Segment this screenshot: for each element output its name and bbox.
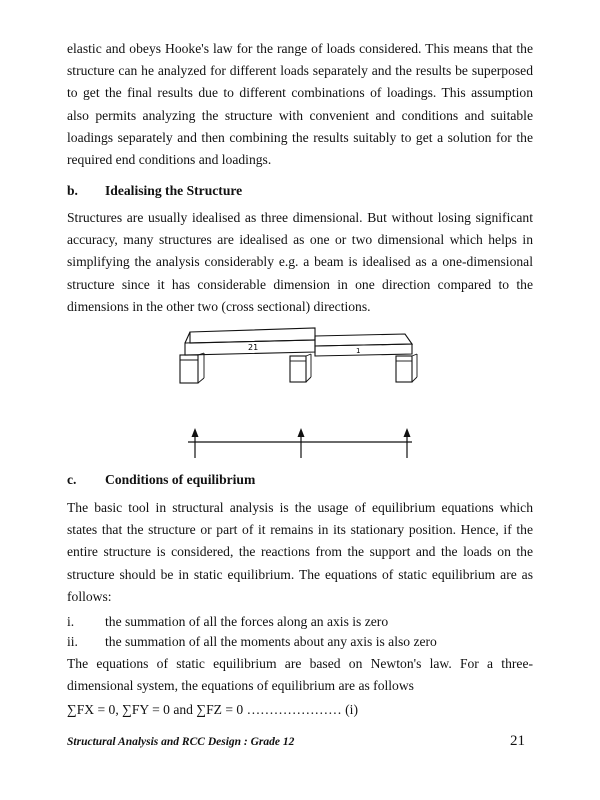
right-support-pier [396, 354, 417, 382]
left-beam-label: 21 [248, 343, 259, 352]
right-beam-label: 1 [356, 347, 361, 355]
footer-book-title: Structural Analysis and RCC Design : Grade 12 [67, 736, 295, 748]
equilibrium-equation: ∑FX = 0, ∑FY = 0 and ∑FZ = 0 ………………… (i) [67, 702, 358, 717]
list-marker: ii. [67, 634, 78, 649]
heading-conditions-equilibrium [67, 470, 255, 490]
paragraph-idealisation: Structures are usually idealised as three dimensional. But without losing significant accuracy, many structures are idealised as one or two dimensional which helps in simplifying the analysis considerably e.g. a beam is idealised as a one-dimensional structure since it has considerable dimension in one direction compared to the dimensions in the other two (cross sectional) directions. [67, 210, 533, 314]
reaction-arrow-right [404, 428, 411, 458]
footer-page-number: 21 [510, 733, 525, 749]
heading-marker: c. [67, 472, 77, 487]
paragraph-newton-law: The equations of static equilibrium are based on Newton's law. For a three-dimensional system, the equations of equilibrium are as follows [67, 656, 533, 694]
list-text: the summation of all the forces along an axis is zero [105, 614, 389, 629]
list-marker: i. [67, 614, 75, 629]
left-support-pier [180, 353, 204, 383]
middle-support-pier [290, 354, 311, 382]
heading-text: Conditions of equilibrium [105, 472, 256, 487]
right-beam-block [315, 334, 412, 356]
paragraph-superposition: elastic and obeys Hooke's law for the range of loads considered. This means that the structure can he analyzed for different loads separately and the results be superposed to get the final results due to different combinations of loadings. This assumption also permits analyzing the structure with convenient and conditions and suitable loadings separately and then combining the results suitably to get a solution for the required end conditions and loadings. [67, 41, 533, 168]
heading-text: Idealising the Structure [105, 183, 243, 198]
list-item [67, 612, 388, 632]
paragraph-equilibrium-basics: The basic tool in structural analysis is the usage of equilibrium equations which states that the structure or part of it remains in its stationary position. Hence, if the entire structure is considered, the reactions from the support and the loads on the structure should be in static equilibrium. The equations of static equilibrium are as follows: [67, 500, 533, 604]
heading-idealising-structure [67, 181, 242, 201]
list-text: the summation of all the moments about any axis is also zero [105, 634, 437, 649]
heading-marker: b. [67, 183, 78, 198]
list-item [67, 632, 437, 652]
reaction-arrow-left [192, 428, 199, 458]
beam-idealisation-figure [160, 318, 440, 463]
reaction-arrow-middle [298, 428, 305, 458]
left-beam-block [185, 328, 315, 355]
